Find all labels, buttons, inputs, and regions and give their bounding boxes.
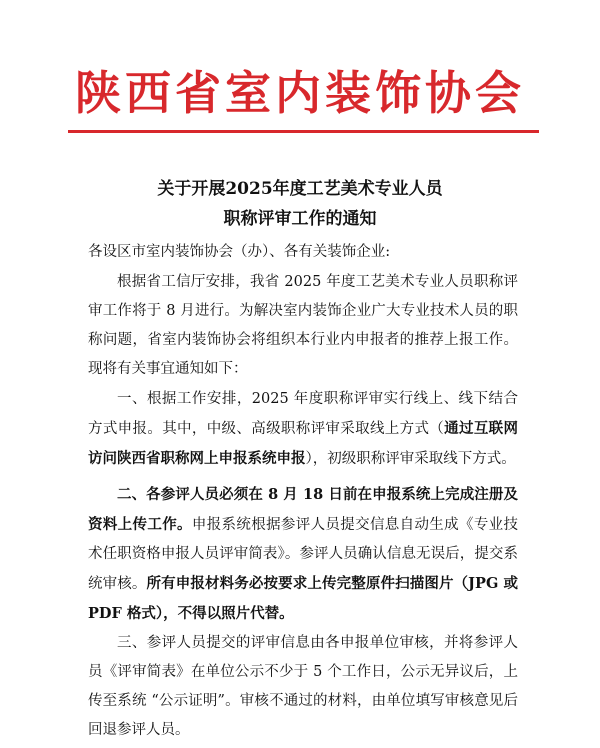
letterhead-org-name: 陕西省室内装饰协会 <box>75 66 525 120</box>
document-title-line-1: 关于开展2025年度工艺美术专业人员 <box>157 179 443 199</box>
paragraph-item-1-text: 一、根据工作安排，2025 年度职称评审实行线上、线下结合方式申报。其中，中级、高级职称评审采取线上方式（ <box>88 391 518 437</box>
paragraph-item-3: 三、参评人员提交的评审信息由各申报单位审核，并将参评人员《评审简表》在单位公示不少于 5 个工作日，公示无异议后，上传至系统 “公示证明”。审核不通过的材料，由单位填写审核意见后回退参评人员。 <box>88 635 518 738</box>
paragraph-item-2-text: 申报系统根据参评人员提交信息自动生成《专业技术任职资格申报人员评审简表》。参评人员确认信息无误后，提交系统审核。 <box>88 517 518 592</box>
document-title-line-2: 职称评审工作的通知 <box>223 209 377 229</box>
paragraph-item-2-requirement: 所有申报材料务必按要求上传完整原件扫描图片（JPG 或 PDF 格式），不得以照片代替。 <box>88 575 519 622</box>
paragraph-item-2-emphasis: 二、各参评人员必须在 8 月 18 日前在申报系统上完成注册及资料上传工作。 <box>88 486 518 533</box>
paragraph-item-1-end: ），初级职称评审采取线下方式。 <box>305 451 516 467</box>
paragraph-item-1-emphasis: 通过互联网访问陕西省职称网上申报系统申报 <box>88 420 518 467</box>
paragraph-intro: 根据省工信厅安排，我省 2025 年度工艺美术专业人员职称评审工作将于 8 月进行。为解决室内装饰企业广大专业技术人员的职称问题，省室内装饰协会将组织本行业内申报者的推荐上报工作。现将有关事宜通知如下： <box>88 274 518 377</box>
paragraph-item-2 <box>88 480 518 629</box>
letterhead-red-rule <box>68 130 539 133</box>
paragraph-item-1 <box>88 385 518 474</box>
salutation: 各设区市室内装饰协会（办）、各有关装饰企业: <box>88 244 391 260</box>
